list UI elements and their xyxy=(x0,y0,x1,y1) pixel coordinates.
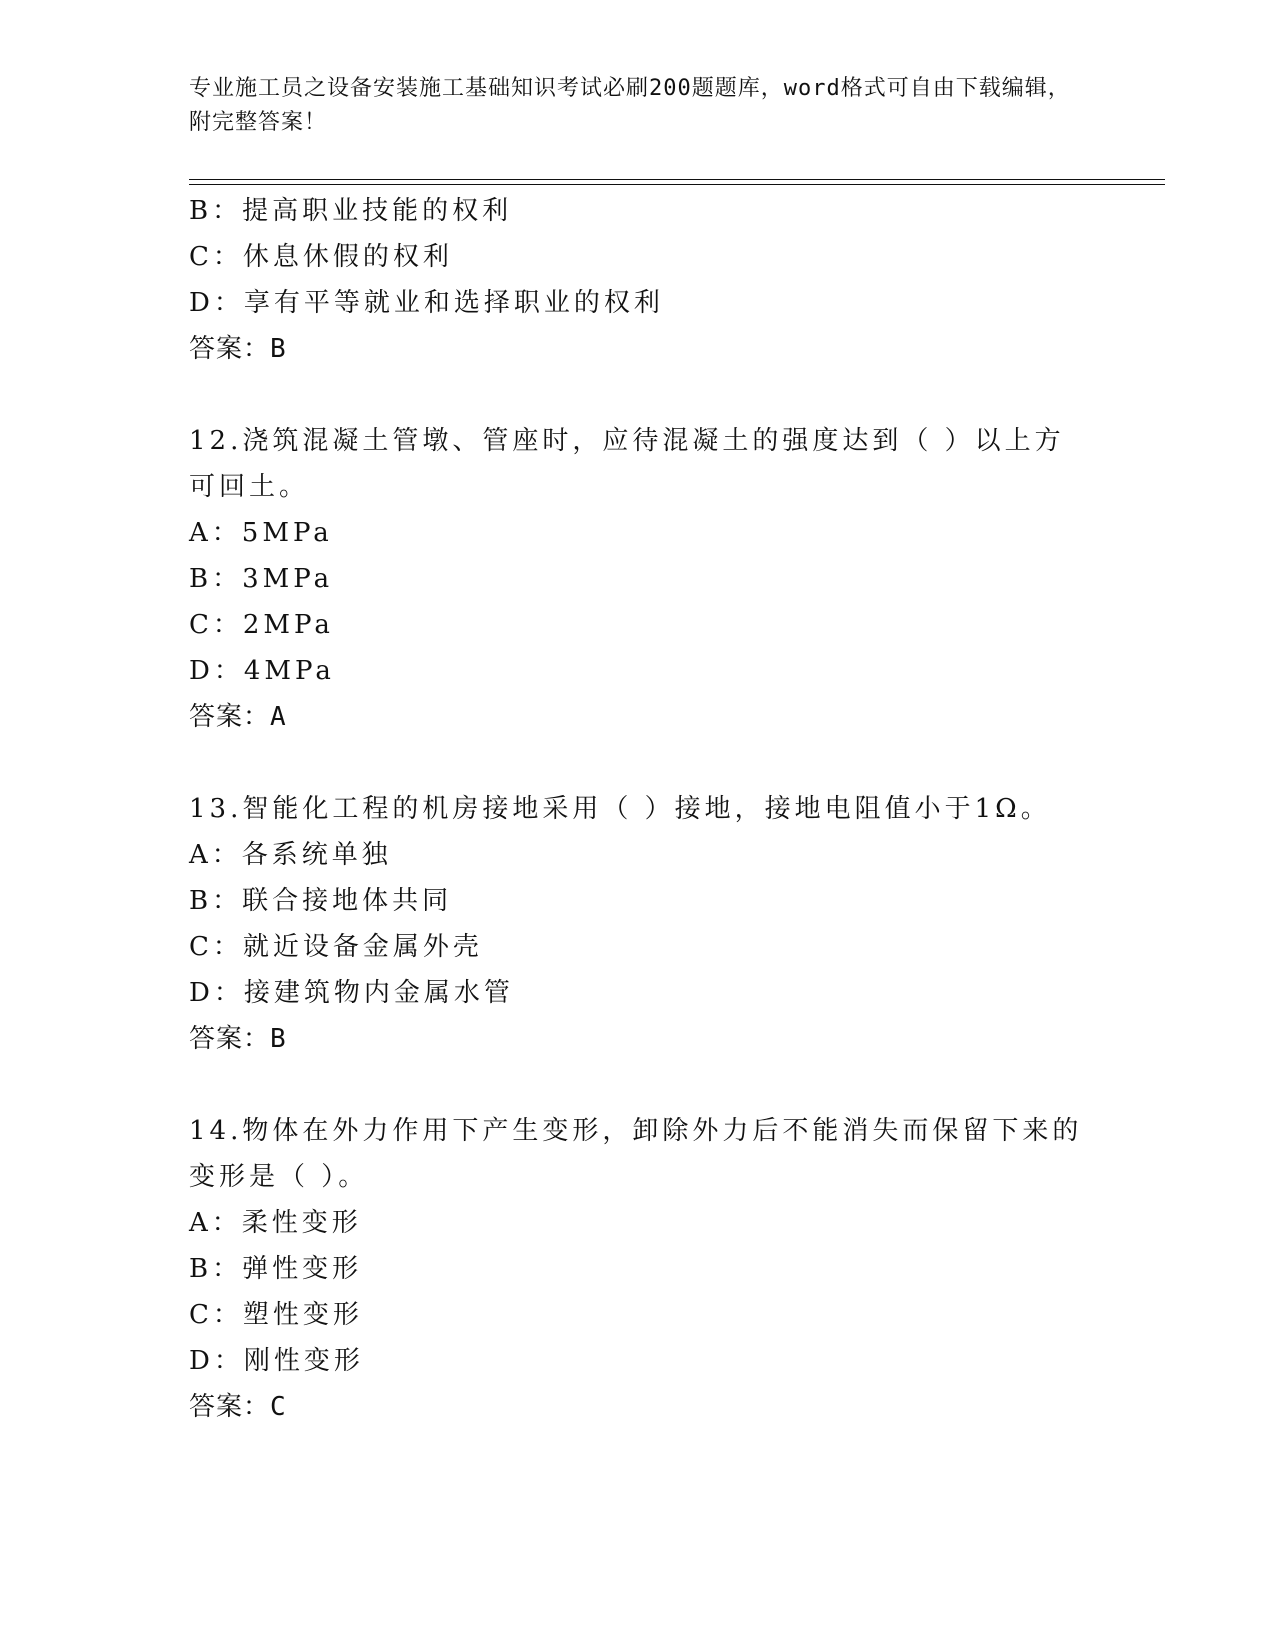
page-header-title: 专业施工员之设备安装施工基础知识考试必刷200题题库，word格式可自由下载编辑，附完整答案！ xyxy=(189,76,1071,135)
answer-line: 答案：B xyxy=(189,334,287,364)
question-13 xyxy=(189,786,1109,1062)
option-d: D：享有平等就业和选择职业的权利 xyxy=(189,288,664,318)
question-list xyxy=(189,188,1109,1430)
answer-line: 答案：B xyxy=(189,1024,287,1054)
question-12 xyxy=(189,418,1109,740)
question-14 xyxy=(189,1108,1109,1430)
option-c: C：塑性变形 xyxy=(189,1300,363,1330)
question-stem: 14.物体在外力作用下产生变形，卸除外力后不能消失而保留下来的变形是（ ）。 xyxy=(189,1116,1083,1192)
option-a: A：柔性变形 xyxy=(189,1208,362,1238)
answer-line: 答案：C xyxy=(189,1392,287,1422)
question-stem: 13.智能化工程的机房接地采用（ ）接地，接地电阻值小于1Ω。 xyxy=(189,794,1051,824)
option-c: C：就近设备金属外壳 xyxy=(189,932,483,962)
option-d: D：4MPa xyxy=(189,656,335,686)
spacer xyxy=(189,1062,1109,1108)
question-11 xyxy=(189,188,1109,372)
option-b: B：联合接地体共同 xyxy=(189,886,453,916)
option-c: C：2MPa xyxy=(189,610,334,640)
spacer xyxy=(189,740,1109,786)
answer-line: 答案：A xyxy=(189,702,287,732)
option-b: B：弹性变形 xyxy=(189,1254,363,1284)
header-rule-bottom xyxy=(189,184,1165,185)
spacer xyxy=(189,372,1109,418)
option-b: B：提高职业技能的权利 xyxy=(189,196,513,226)
option-d: D：刚性变形 xyxy=(189,1346,364,1376)
option-b: B：3MPa xyxy=(189,564,334,594)
option-c: C：休息休假的权利 xyxy=(189,242,453,272)
question-stem: 12.浇筑混凝土管墩、管座时，应待混凝土的强度达到（ ）以上方可回土。 xyxy=(189,426,1065,502)
option-a: A：各系统单独 xyxy=(189,840,392,870)
option-a: A：5MPa xyxy=(189,518,333,548)
header-rule-top xyxy=(189,179,1165,180)
option-d: D：接建筑物内金属水管 xyxy=(189,978,514,1008)
